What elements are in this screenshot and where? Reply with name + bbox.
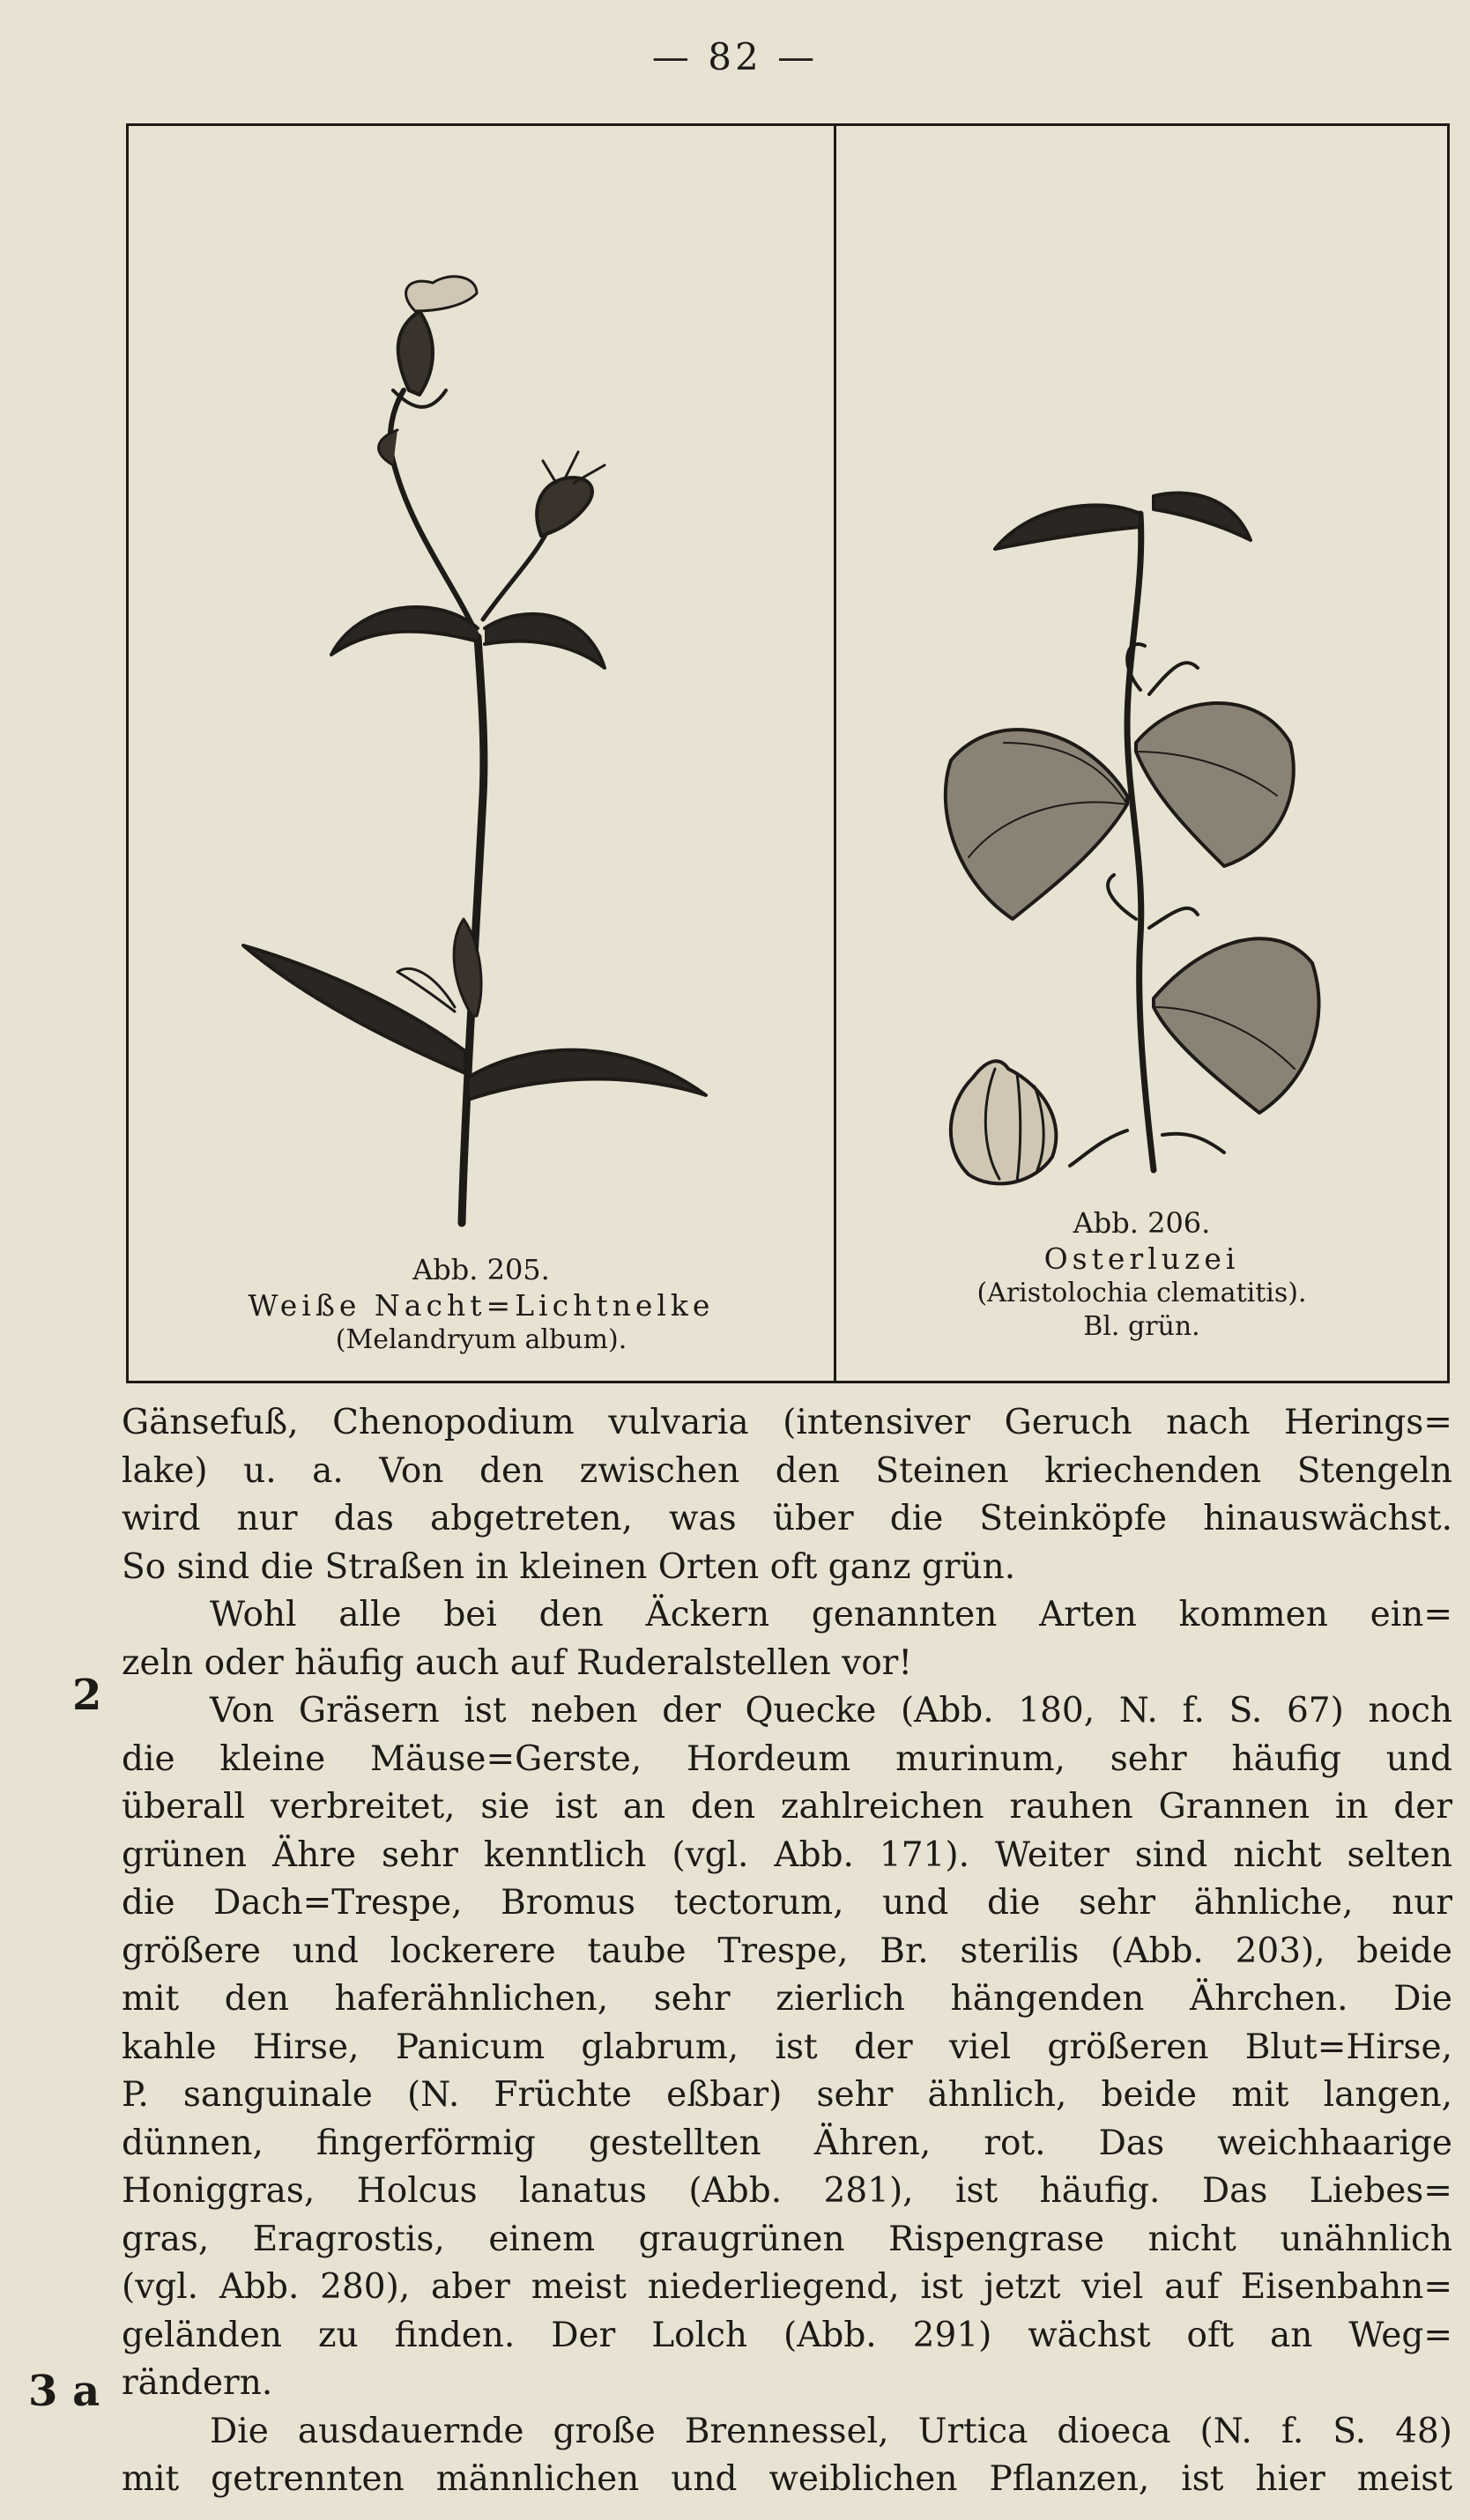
text-line: größere und lockerere taube Trespe, Br. sterilis (Abb. 203), beide xyxy=(122,1931,1452,1971)
figure-206-number: Abb. 206. xyxy=(1073,1206,1211,1240)
text-line: grünen Ähre sehr kenntlich (vgl. Abb. 171). Weiter sind nicht selten xyxy=(122,1834,1452,1875)
figure-frame xyxy=(126,123,1450,1383)
body-text xyxy=(122,1399,1452,2504)
figure-206-note: Bl. grün. xyxy=(1083,1310,1200,1342)
figure-205-caption xyxy=(129,1252,834,1357)
text-line: geländen zu finden. Der Lolch (Abb. 291) wächst oft an Weg= xyxy=(122,2315,1452,2355)
figure-205 xyxy=(129,126,834,1381)
figure-206-caption xyxy=(836,1205,1447,1343)
figure-205-name: Weiße Nacht=Lichtnelke xyxy=(248,1288,715,1323)
text-line: Von Gräsern ist neben der Quecke (Abb. 180, N. f. S. 67) noch xyxy=(210,1691,1452,1731)
text-line: Gänsefuß, Chenopodium vulvaria (intensiver Geruch nach Herings= xyxy=(122,1403,1452,1442)
text-line: wird nur das abgetreten, was über die Steinköpfe hinauswächst. xyxy=(122,1499,1452,1538)
text-line: P. sanguinale (N. Früchte eßbar) sehr ähnlich, beide mit langen, xyxy=(122,2075,1452,2115)
text-line: mit getrennten männlichen und weiblichen Pflanzen, ist hier meist xyxy=(122,2459,1452,2499)
section-marker-3a: 3 a xyxy=(28,2367,100,2416)
text-line: dünnen, fingerförmig gestellten Ähren, rot. Das weichhaarige xyxy=(122,2123,1452,2163)
text-line: Wohl alle bei den Äckern genannten Arten kommen ein= xyxy=(210,1595,1452,1634)
figure-205-number: Abb. 205. xyxy=(412,1253,550,1286)
text-line: (vgl. Abb. 280), aber meist niederliegend, ist jetzt viel auf Eisenbahn= xyxy=(122,2267,1452,2307)
white-campion-illustration xyxy=(129,126,834,1254)
text-line: gras, Eragrostis, einem graugrünen Rispengrase nicht unähnlich xyxy=(122,2219,1452,2259)
figure-206 xyxy=(836,126,1447,1381)
text-line: lake) u. a. Von den zwischen den Steinen kriechenden Stengeln xyxy=(122,1450,1452,1491)
text-line: die Dach=Trespe, Bromus tectorum, und die sehr ähnliche, nur xyxy=(122,1883,1452,1923)
text-line: rändern. xyxy=(122,2363,273,2403)
figure-206-name: Osterluzei xyxy=(1043,1241,1240,1276)
text-line: mit den haferähnlichen, sehr zierlich hängenden Ährchen. Die xyxy=(122,1979,1452,2019)
page-number: — 82 — xyxy=(651,35,819,78)
text-line: zeln oder häufig auch auf Ruderalstellen vor! xyxy=(122,1642,912,1683)
birthwort-illustration xyxy=(836,126,1447,1210)
text-line: die kleine Mäuse=Gerste, Hordeum murinum, sehr häufig und xyxy=(122,1738,1452,1779)
figure-205-latin: (Melandryum album). xyxy=(335,1324,627,1356)
text-line: überall verbreitet, sie ist an den zahlreichen rauhen Grannen in der xyxy=(122,1787,1452,1827)
text-line: Honiggras, Holcus lanatus (Abb. 281), ist häufig. Das Liebes= xyxy=(122,2171,1452,2211)
text-line: So sind die Straßen in kleinen Orten oft ganz grün. xyxy=(122,1546,1016,1587)
figure-206-latin: (Aristolochia clematitis). xyxy=(976,1278,1307,1309)
text-line: kahle Hirse, Panicum glabrum, ist der viel größeren Blut=Hirse, xyxy=(122,2027,1452,2067)
section-marker-2: 2 xyxy=(72,1671,102,1720)
text-line: Die ausdauernde große Brennessel, Urtica dioeca (N. f. S. 48) xyxy=(210,2411,1452,2451)
